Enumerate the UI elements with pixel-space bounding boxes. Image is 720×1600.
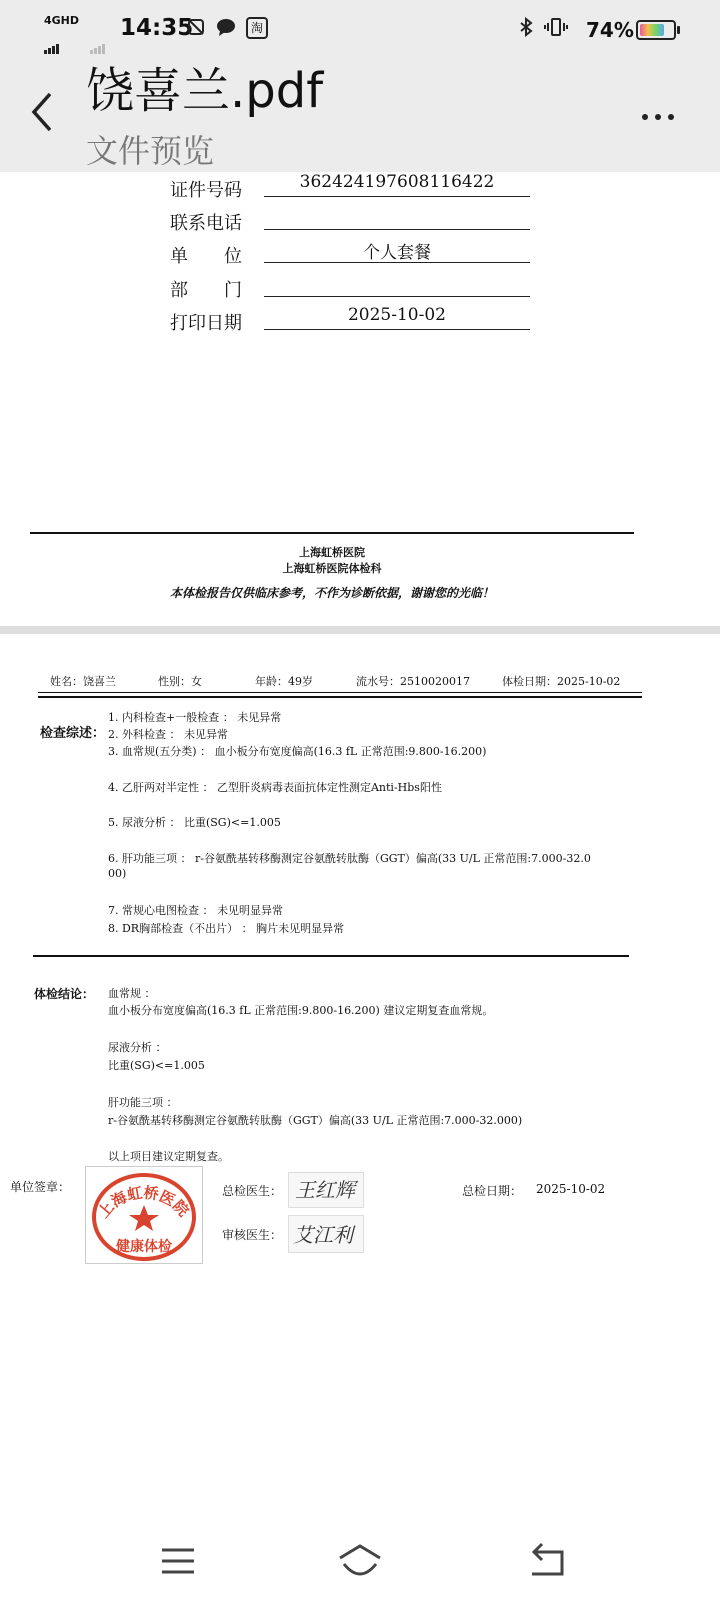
signal-icon-secondary [90, 29, 106, 54]
status-time: 14:35 [120, 15, 194, 41]
patient-age: 年龄：49岁 [255, 675, 313, 688]
conclusion-line: 血常规 ： [108, 987, 156, 1000]
unit-sign-label: 单位签章： [10, 1180, 71, 1194]
summary-label: 检查综述： [40, 726, 106, 741]
field-value [264, 205, 530, 230]
conclusion-label: 体检结论： [34, 987, 95, 1001]
chief-signature-text: 王红辉 [295, 1178, 355, 1202]
alarm-off-icon [186, 17, 206, 37]
bluetooth-icon [516, 17, 536, 37]
divider [30, 532, 634, 534]
summary-item: 00) [108, 867, 127, 880]
battery-icon [636, 20, 676, 40]
vibrate-icon [544, 17, 568, 37]
summary-item: 1. 内科检查+一般检查 ： 未见异常 [108, 711, 282, 724]
serial-number: 流水号：2510020017 [356, 675, 470, 688]
field-label: 证件号码 [170, 180, 242, 201]
conclusion-line: 尿液分析 ： [108, 1041, 167, 1054]
field-label: 部 门 [170, 280, 242, 301]
seal-text: 上海虹桥医院 [94, 1183, 193, 1222]
field-value [264, 272, 530, 297]
file-title: 饶喜兰.pdf [86, 63, 324, 119]
chief-date: 2025-10-02 [536, 1182, 606, 1196]
summary-item: 7. 常规心电图检查 ： 未见明显异常 [108, 904, 283, 917]
patient-name: 姓名：饶喜兰 [50, 675, 116, 688]
conclusion-line: 血小板分布宽度偏高(16.3 fL 正常范围:9.800-16.200) 建议定期复查血常规。 [108, 1004, 494, 1017]
taobao-icon: 淘 [246, 17, 268, 39]
field-label: 单 位 [170, 246, 242, 267]
back-button[interactable] [28, 88, 68, 138]
field-value: 362424197608116422 [264, 172, 530, 197]
chief-date-label: 总检日期： [462, 1184, 523, 1198]
patient-gender: 性别：女 [158, 675, 202, 688]
seal-bottom-text: 健康体检 [116, 1239, 172, 1255]
disclaimer: 本体检报告仅供临床参考，不作为诊断依据，谢谢您的光临！ [169, 586, 494, 600]
field-label: 打印日期 [170, 313, 242, 334]
status-bar [0, 0, 720, 56]
summary-item: 4. 乙肝两对半定性 ： 乙型肝炎病毒表面抗体定性测定Anti-Hbs阳性 [108, 781, 442, 794]
review-signature-text: 艾江利 [293, 1223, 353, 1247]
exam-date: 体检日期：2025-10-02 [502, 675, 621, 688]
app-header [0, 0, 720, 172]
summary-item: 5. 尿液分析 ： 比重(SG)<=1.005 [108, 816, 281, 829]
file-subtitle: 文件预览 [86, 132, 215, 170]
network-type: 4GHD [44, 14, 80, 27]
summary-item: 8. DR胸部检查（不出片） ： 胸片未见明显异常 [108, 922, 345, 935]
page-gap [0, 626, 720, 634]
conclusion-line: r-谷氨酰基转移酶测定谷氨酰转肽酶（GGT）偏高(33 U/L 正常范围:7.000-32.000) [108, 1114, 523, 1127]
chevron-left-icon [28, 88, 68, 138]
battery-percent: 74% [586, 18, 634, 42]
signal-icon [44, 29, 60, 54]
chat-icon [216, 17, 236, 37]
summary-item: 6. 肝功能三项 ： r-谷氨酰基转移酶测定谷氨酰转肽酶（GGT）偏高(33 U/L 正常范围:7.000-32.0 [108, 852, 591, 865]
divider [38, 692, 642, 693]
hospital-seal [85, 1166, 203, 1264]
field-value: 2025-10-02 [264, 305, 530, 330]
field-value: 个人套餐 [264, 238, 530, 263]
hospital-name: 上海虹桥医院 [299, 546, 365, 559]
summary-item: 2. 外科检查 ： 未见异常 [108, 728, 228, 741]
divider [33, 955, 629, 957]
more-icon [640, 107, 680, 127]
divider [38, 696, 642, 698]
review-doctor-label: 审核医生： [222, 1228, 283, 1242]
field-label: 联系电话 [170, 213, 242, 234]
conclusion-line: 比重(SG)<=1.005 [108, 1059, 205, 1072]
more-button[interactable] [640, 100, 680, 135]
department-name: 上海虹桥医院体检科 [282, 562, 382, 575]
summary-item: 3. 血常规(五分类) ： 血小板分布宽度偏高(16.3 fL 正常范围:9.800-16.200) [108, 745, 487, 758]
review-signature [288, 1215, 364, 1253]
menu-icon[interactable] [160, 1544, 196, 1578]
system-nav-bar [0, 1520, 720, 1600]
chief-signature [288, 1172, 364, 1208]
back-icon[interactable] [528, 1542, 568, 1580]
home-icon[interactable] [336, 1542, 384, 1580]
chief-doctor-label: 总检医生： [222, 1184, 283, 1198]
conclusion-line: 以上项目建议定期复查。 [108, 1150, 229, 1163]
battery-fill [640, 24, 664, 36]
conclusion-line: 肝功能三项 ： [108, 1096, 178, 1109]
